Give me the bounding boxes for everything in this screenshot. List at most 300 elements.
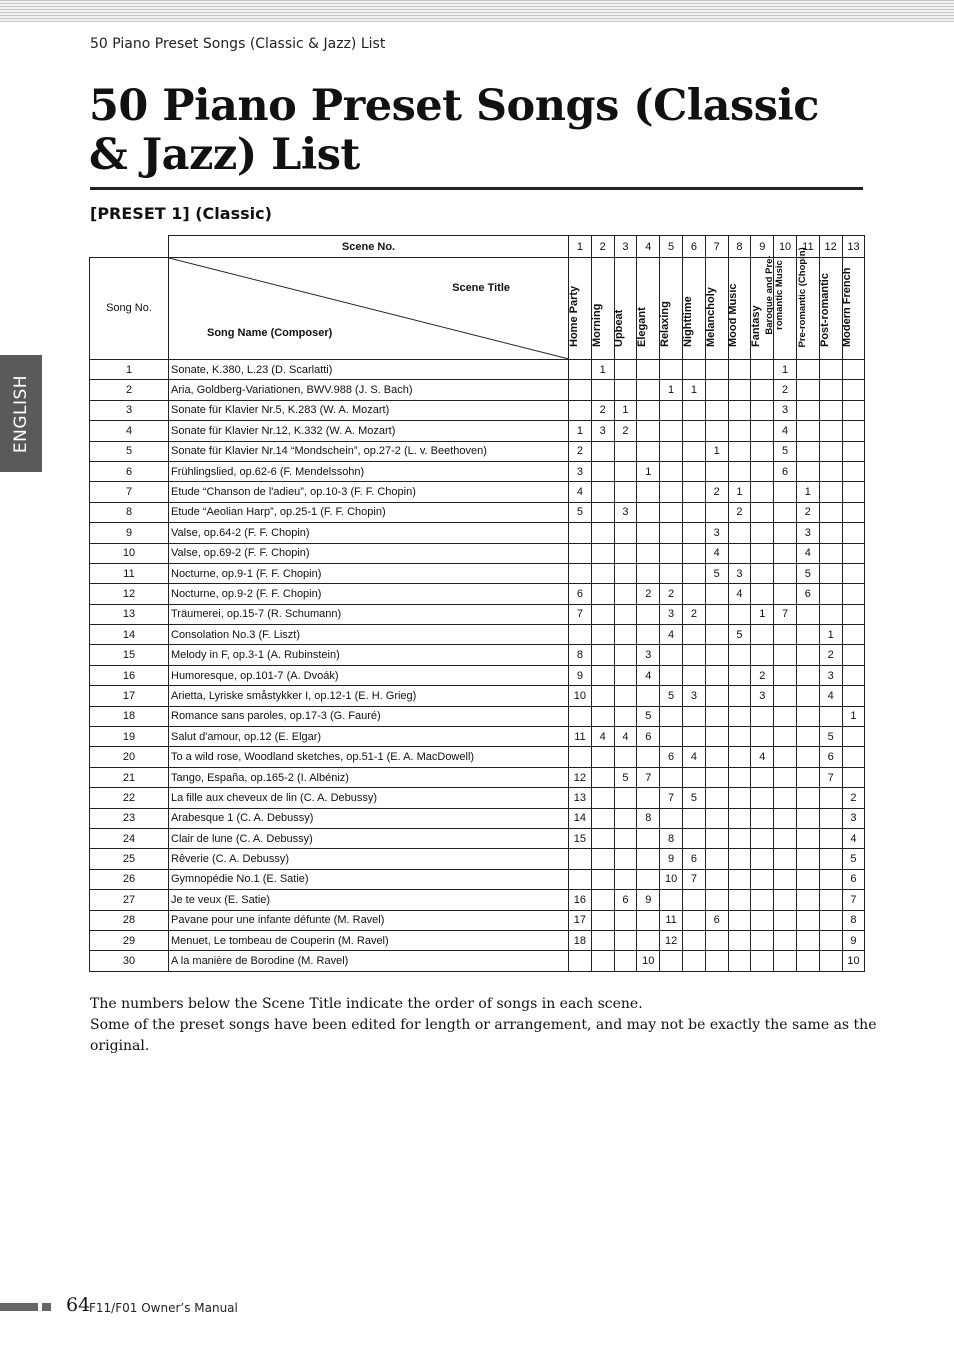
scene-order-cell: 8 <box>637 808 660 828</box>
scene-order-cell: 1 <box>705 441 728 461</box>
song-name: Aria, Goldberg-Variationen, BWV.988 (J. S. Bach) <box>169 380 569 400</box>
scene-order-cell <box>728 951 751 971</box>
scene-order-cell: 1 <box>569 421 592 441</box>
scene-order-cell: 12 <box>660 930 683 950</box>
song-number: 23 <box>90 808 169 828</box>
scene-order-cell <box>842 604 865 624</box>
scene-order-cell <box>819 604 842 624</box>
table-row <box>90 686 865 706</box>
scene-order-cell <box>751 421 774 441</box>
scene-order-cell <box>660 808 683 828</box>
scene-title-modern-french: Modern French <box>842 258 865 360</box>
scene-order-cell <box>591 910 614 930</box>
song-number: 30 <box>90 951 169 971</box>
scene-order-cell <box>682 421 705 441</box>
scene-order-cell: 18 <box>569 930 592 950</box>
scene-order-cell <box>774 910 797 930</box>
scene-order-cell <box>728 360 751 380</box>
scene-order-cell: 5 <box>774 441 797 461</box>
scene-order-cell: 7 <box>637 767 660 787</box>
scene-order-cell <box>637 360 660 380</box>
scene-order-cell: 4 <box>842 828 865 848</box>
scene-order-cell <box>751 727 774 747</box>
top-decorative-bar <box>0 0 954 22</box>
scene-order-cell <box>614 828 637 848</box>
song-name: Humoresque, op.101-7 (A. Dvoák) <box>169 665 569 685</box>
scene-order-cell: 2 <box>569 441 592 461</box>
scene-order-cell <box>660 563 683 583</box>
scene-order-cell <box>660 400 683 420</box>
scene-order-cell: 10 <box>569 686 592 706</box>
scene-order-cell <box>819 360 842 380</box>
song-name: Sonate für Klavier Nr.14 “Mondschein”, op.27-2 (L. v. Beethoven) <box>169 441 569 461</box>
scene-order-cell <box>728 665 751 685</box>
scene-order-cell: 2 <box>660 584 683 604</box>
footer-square <box>42 1303 51 1311</box>
scene-title-relaxing: Relaxing <box>660 258 683 360</box>
scene-order-cell <box>842 584 865 604</box>
manual-name: F11/F01 Owner’s Manual <box>89 1301 238 1315</box>
scene-order-cell <box>569 360 592 380</box>
scene-order-cell <box>728 523 751 543</box>
scene-order-cell <box>751 849 774 869</box>
scene-order-cell <box>819 584 842 604</box>
table-row <box>90 828 865 848</box>
scene-order-cell: 2 <box>705 482 728 502</box>
scene-order-cell <box>660 706 683 726</box>
scene-number: 10 <box>774 236 797 258</box>
table-row <box>90 360 865 380</box>
section-heading: [PRESET 1] (Classic) <box>90 204 272 223</box>
scene-order-cell: 10 <box>842 951 865 971</box>
scene-order-cell: 4 <box>637 665 660 685</box>
scene-order-cell <box>796 645 819 665</box>
scene-order-cell: 8 <box>660 828 683 848</box>
scene-order-cell: 3 <box>728 563 751 583</box>
scene-order-cell: 1 <box>774 360 797 380</box>
scene-order-cell: 3 <box>774 400 797 420</box>
scene-order-cell <box>819 461 842 481</box>
scene-order-cell: 17 <box>569 910 592 930</box>
scene-order-cell: 5 <box>819 727 842 747</box>
table-row <box>90 849 865 869</box>
scene-order-cell: 10 <box>660 869 683 889</box>
scene-order-cell <box>591 747 614 767</box>
scene-order-cell <box>842 523 865 543</box>
song-number: 24 <box>90 828 169 848</box>
scene-order-cell <box>819 910 842 930</box>
scene-order-cell <box>660 727 683 747</box>
scene-order-cell <box>591 380 614 400</box>
scene-order-cell <box>682 441 705 461</box>
scene-order-cell: 5 <box>796 563 819 583</box>
song-number: 4 <box>90 421 169 441</box>
scene-order-cell <box>751 543 774 563</box>
scene-order-cell <box>660 767 683 787</box>
scene-title-upbeat: Upbeat <box>614 258 637 360</box>
scene-order-cell: 6 <box>660 747 683 767</box>
scene-order-cell <box>614 686 637 706</box>
scene-order-cell <box>842 767 865 787</box>
scene-order-cell <box>682 951 705 971</box>
song-name: A la manière de Borodine (M. Ravel) <box>169 951 569 971</box>
scene-order-cell <box>637 400 660 420</box>
scene-order-cell <box>728 808 751 828</box>
scene-order-cell <box>591 665 614 685</box>
scene-order-cell <box>842 563 865 583</box>
scene-order-cell <box>819 502 842 522</box>
scene-number: 11 <box>796 236 819 258</box>
scene-order-cell <box>774 849 797 869</box>
scene-order-cell: 6 <box>842 869 865 889</box>
scene-number: 13 <box>842 236 865 258</box>
scene-order-cell: 5 <box>682 788 705 808</box>
scene-order-cell <box>682 543 705 563</box>
scene-order-cell: 3 <box>705 523 728 543</box>
scene-order-cell: 2 <box>591 400 614 420</box>
scene-order-cell <box>591 788 614 808</box>
scene-order-cell <box>819 706 842 726</box>
scene-order-cell <box>728 869 751 889</box>
scene-order-cell <box>796 706 819 726</box>
song-number: 27 <box>90 890 169 910</box>
scene-order-cell <box>569 849 592 869</box>
scene-order-cell <box>705 625 728 645</box>
scene-order-cell <box>751 951 774 971</box>
scene-order-cell <box>728 421 751 441</box>
scene-order-cell <box>705 360 728 380</box>
scene-order-cell: 9 <box>660 849 683 869</box>
scene-order-cell <box>774 523 797 543</box>
scene-order-cell <box>774 951 797 971</box>
song-name: Arabesque 1 (C. A. Debussy) <box>169 808 569 828</box>
scene-order-cell <box>682 645 705 665</box>
scene-order-cell <box>842 400 865 420</box>
scene-order-cell: 5 <box>637 706 660 726</box>
song-name: To a wild rose, Woodland sketches, op.51-1 (E. A. MacDowell) <box>169 747 569 767</box>
table-row <box>90 727 865 747</box>
footer-bar <box>0 1303 38 1311</box>
scene-order-cell <box>591 502 614 522</box>
song-number: 28 <box>90 910 169 930</box>
scene-order-cell: 5 <box>569 502 592 522</box>
scene-order-cell <box>728 706 751 726</box>
scene-order-cell: 2 <box>728 502 751 522</box>
scene-order-cell: 3 <box>682 686 705 706</box>
scene-order-cell <box>637 523 660 543</box>
scene-order-cell <box>751 828 774 848</box>
scene-order-cell <box>682 482 705 502</box>
scene-order-cell <box>796 665 819 685</box>
scene-order-cell <box>705 767 728 787</box>
song-name: Frühlingslied, op.62-6 (F. Mendelssohn) <box>169 461 569 481</box>
song-number: 26 <box>90 869 169 889</box>
song-name: Nocturne, op.9-1 (F. F. Chopin) <box>169 563 569 583</box>
scene-order-cell: 2 <box>842 788 865 808</box>
scene-order-cell <box>614 665 637 685</box>
scene-order-cell: 3 <box>751 686 774 706</box>
scene-order-cell <box>682 767 705 787</box>
table-row <box>90 808 865 828</box>
scene-order-cell <box>591 686 614 706</box>
song-name: Etude “Chanson de l'adieu”, op.10-3 (F. F. Chopin) <box>169 482 569 502</box>
scene-order-cell <box>751 930 774 950</box>
scene-order-cell: 6 <box>819 747 842 767</box>
song-number: 16 <box>90 665 169 685</box>
scene-order-cell <box>705 502 728 522</box>
scene-order-cell <box>637 869 660 889</box>
scene-order-cell <box>728 747 751 767</box>
scene-order-cell <box>842 665 865 685</box>
scene-order-cell <box>705 584 728 604</box>
scene-order-cell <box>819 849 842 869</box>
scene-order-cell: 7 <box>660 788 683 808</box>
scene-order-cell <box>591 951 614 971</box>
song-name: Gymnopédie No.1 (E. Satie) <box>169 869 569 889</box>
song-name: Träumerei, op.15-7 (R. Schumann) <box>169 604 569 624</box>
song-number: 20 <box>90 747 169 767</box>
scene-order-cell <box>842 727 865 747</box>
scene-order-cell: 3 <box>637 645 660 665</box>
song-number: 8 <box>90 502 169 522</box>
scene-order-cell <box>728 380 751 400</box>
page-number: 64 <box>66 1294 91 1316</box>
scene-order-cell <box>660 441 683 461</box>
scene-order-cell <box>682 890 705 910</box>
scene-order-cell <box>591 890 614 910</box>
scene-order-cell <box>796 380 819 400</box>
scene-order-cell: 4 <box>660 625 683 645</box>
song-name: Clair de lune (C. A. Debussy) <box>169 828 569 848</box>
table-row <box>90 767 865 787</box>
scene-order-cell <box>682 400 705 420</box>
scene-number: 5 <box>660 236 683 258</box>
song-name: Sonate für Klavier Nr.5, K.283 (W. A. Mozart) <box>169 400 569 420</box>
song-number: 15 <box>90 645 169 665</box>
song-no-header: Song No. <box>90 258 169 360</box>
scene-order-cell: 11 <box>569 727 592 747</box>
scene-order-cell <box>591 706 614 726</box>
scene-order-cell <box>660 645 683 665</box>
scene-number: 6 <box>682 236 705 258</box>
scene-order-cell <box>705 461 728 481</box>
scene-order-cell <box>591 543 614 563</box>
scene-order-cell <box>614 808 637 828</box>
scene-order-cell <box>842 421 865 441</box>
scene-order-cell: 7 <box>774 604 797 624</box>
song-number: 12 <box>90 584 169 604</box>
scene-order-cell <box>819 890 842 910</box>
scene-order-cell <box>774 727 797 747</box>
scene-order-cell <box>569 543 592 563</box>
scene-order-cell: 2 <box>751 665 774 685</box>
scene-order-cell <box>705 665 728 685</box>
scene-order-cell <box>842 502 865 522</box>
scene-order-cell <box>614 930 637 950</box>
scene-title-label: Scene Title <box>452 282 510 294</box>
scene-order-cell <box>842 461 865 481</box>
scene-order-cell <box>751 360 774 380</box>
song-name: Tango, España, op.165-2 (I. Albéniz) <box>169 767 569 787</box>
scene-order-cell <box>728 604 751 624</box>
scene-order-cell <box>637 788 660 808</box>
scene-order-cell: 6 <box>796 584 819 604</box>
scene-order-cell: 6 <box>774 461 797 481</box>
song-name: Pavane pour une infante défunte (M. Ravel) <box>169 910 569 930</box>
scene-order-cell: 4 <box>751 747 774 767</box>
scene-order-cell <box>819 951 842 971</box>
scene-order-cell <box>705 686 728 706</box>
scene-order-cell <box>614 645 637 665</box>
scene-order-cell <box>637 543 660 563</box>
scene-order-cell <box>637 625 660 645</box>
scene-order-cell <box>774 563 797 583</box>
scene-order-cell <box>682 584 705 604</box>
song-name: Rêverie (C. A. Debussy) <box>169 849 569 869</box>
page-title: 50 Piano Preset Songs (Classic & Jazz) List <box>89 81 819 180</box>
scene-order-cell <box>751 890 774 910</box>
scene-order-cell <box>614 910 637 930</box>
table-row <box>90 625 865 645</box>
scene-order-cell <box>796 808 819 828</box>
table-row <box>90 421 865 441</box>
scene-order-cell <box>637 828 660 848</box>
scene-order-cell <box>796 360 819 380</box>
song-number: 10 <box>90 543 169 563</box>
scene-order-cell <box>751 625 774 645</box>
diagonal-divider <box>169 258 569 359</box>
scene-order-cell <box>842 625 865 645</box>
scene-order-cell: 1 <box>660 380 683 400</box>
scene-order-cell <box>751 523 774 543</box>
scene-order-cell <box>842 686 865 706</box>
scene-order-cell <box>796 441 819 461</box>
scene-order-cell <box>842 441 865 461</box>
table-row <box>90 747 865 767</box>
scene-order-cell <box>774 767 797 787</box>
song-number: 22 <box>90 788 169 808</box>
scene-order-cell <box>705 951 728 971</box>
scene-order-cell <box>705 727 728 747</box>
scene-order-cell <box>682 502 705 522</box>
scene-order-cell <box>819 421 842 441</box>
scene-order-cell <box>614 543 637 563</box>
scene-order-cell <box>660 665 683 685</box>
scene-order-cell <box>591 482 614 502</box>
title-divider <box>90 187 863 190</box>
song-name: Consolation No.3 (F. Liszt) <box>169 625 569 645</box>
scene-order-cell <box>569 400 592 420</box>
scene-order-cell: 2 <box>796 502 819 522</box>
table-notes <box>90 994 890 1057</box>
song-name: Etude “Aeolian Harp”, op.25-1 (F. F. Chopin) <box>169 502 569 522</box>
scene-order-cell: 4 <box>819 686 842 706</box>
scene-order-cell <box>682 461 705 481</box>
scene-order-cell <box>682 910 705 930</box>
scene-number: 12 <box>819 236 842 258</box>
song-name: Valse, op.64-2 (F. F. Chopin) <box>169 523 569 543</box>
scene-order-cell <box>637 747 660 767</box>
scene-order-cell <box>728 849 751 869</box>
scene-order-cell <box>705 869 728 889</box>
table-row <box>90 869 865 889</box>
scene-order-cell <box>591 625 614 645</box>
song-number: 9 <box>90 523 169 543</box>
scene-order-cell <box>751 482 774 502</box>
scene-order-cell: 3 <box>614 502 637 522</box>
scene-order-cell: 5 <box>705 563 728 583</box>
scene-order-cell: 5 <box>842 849 865 869</box>
table-row <box>90 910 865 930</box>
table-row <box>90 461 865 481</box>
scene-order-cell <box>614 461 637 481</box>
scene-order-cell <box>728 400 751 420</box>
language-side-tab <box>0 355 42 472</box>
scene-order-cell <box>751 645 774 665</box>
scene-order-cell <box>637 910 660 930</box>
scene-order-cell <box>614 584 637 604</box>
scene-order-cell <box>591 849 614 869</box>
scene-order-cell <box>705 421 728 441</box>
scene-order-cell: 7 <box>569 604 592 624</box>
scene-title-row <box>90 258 865 360</box>
scene-order-cell <box>751 869 774 889</box>
scene-order-cell <box>660 523 683 543</box>
scene-order-cell <box>796 461 819 481</box>
song-name: La fille aux cheveux de lin (C. A. Debussy) <box>169 788 569 808</box>
scene-order-cell: 4 <box>591 727 614 747</box>
scene-order-cell <box>819 441 842 461</box>
scene-order-cell: 3 <box>796 523 819 543</box>
scene-order-cell <box>819 808 842 828</box>
song-name-label: Song Name (Composer) <box>207 327 333 339</box>
scene-order-cell <box>682 360 705 380</box>
scene-order-cell <box>705 890 728 910</box>
song-number: 3 <box>90 400 169 420</box>
scene-order-cell <box>728 686 751 706</box>
scene-order-cell <box>591 563 614 583</box>
scene-order-cell <box>796 910 819 930</box>
table-row <box>90 788 865 808</box>
scene-order-cell <box>774 890 797 910</box>
song-number: 14 <box>90 625 169 645</box>
scene-order-cell: 3 <box>819 665 842 685</box>
scene-order-cell <box>682 563 705 583</box>
scene-order-cell: 15 <box>569 828 592 848</box>
scene-number-row <box>90 236 865 258</box>
table-row <box>90 482 865 502</box>
scene-order-cell <box>728 461 751 481</box>
scene-title-pre-romantic-chopin: Pre-romantic (Chopin) <box>796 258 819 360</box>
scene-order-cell <box>682 706 705 726</box>
song-number: 7 <box>90 482 169 502</box>
scene-order-cell: 9 <box>569 665 592 685</box>
song-rows <box>90 360 865 972</box>
scene-order-cell <box>591 604 614 624</box>
scene-order-cell <box>796 767 819 787</box>
scene-order-cell: 7 <box>682 869 705 889</box>
scene-order-cell <box>660 360 683 380</box>
scene-order-cell <box>682 727 705 747</box>
language-label: ENGLISH <box>11 374 31 453</box>
scene-order-cell: 1 <box>819 625 842 645</box>
scene-order-cell: 8 <box>842 910 865 930</box>
scene-order-cell <box>637 563 660 583</box>
scene-order-cell <box>819 930 842 950</box>
scene-order-cell <box>819 380 842 400</box>
scene-order-cell: 6 <box>682 849 705 869</box>
scene-order-cell <box>682 523 705 543</box>
